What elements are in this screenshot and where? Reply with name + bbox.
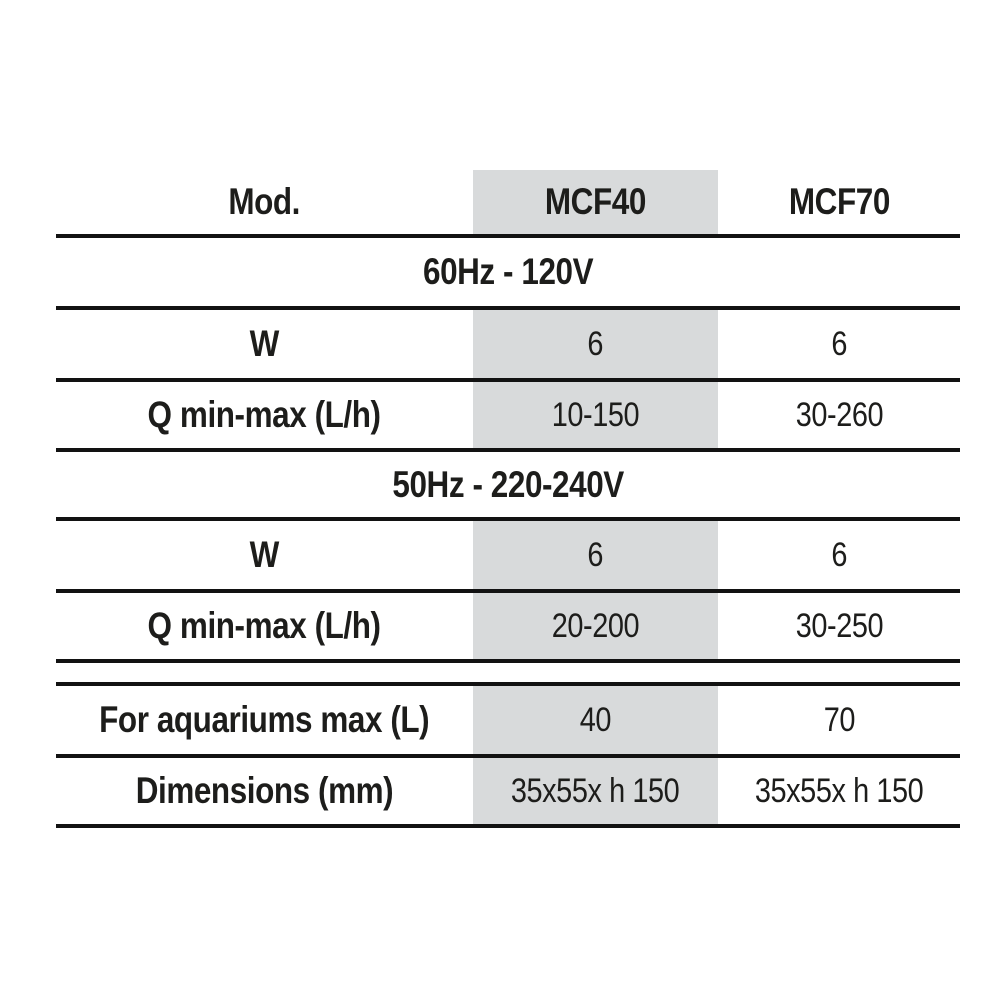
cell-w-50hz-mcf40 — [473, 521, 718, 589]
spec-table — [56, 170, 960, 828]
section-50hz-cell — [56, 452, 960, 517]
value-dimensions-mcf40: 35x55x h 150 — [511, 771, 680, 810]
row-label-w: W — [249, 534, 280, 575]
section-50hz-title: 50Hz - 220-240V — [392, 463, 624, 505]
row-label-qminmax: Q min-max (L/h) — [147, 394, 382, 435]
cell-w-60hz-mcf40 — [473, 310, 718, 378]
row-label-cell — [56, 521, 473, 589]
header-mcf70-label: MCF70 — [788, 181, 890, 222]
table-row-w-60hz — [56, 310, 960, 382]
cell-aquariums-mcf40 — [473, 686, 718, 754]
row-label-cell — [56, 686, 473, 754]
value-w-50hz-mcf70: 6 — [831, 535, 847, 574]
cell-q-60hz-mcf40 — [473, 382, 718, 448]
cell-w-60hz-mcf70 — [718, 310, 960, 378]
value-q-60hz-mcf70: 30-260 — [795, 395, 883, 434]
section-60hz-cell — [56, 238, 960, 306]
section-row-60hz — [56, 238, 960, 310]
header-mcf40-cell — [473, 170, 718, 234]
value-w-50hz-mcf40: 6 — [587, 535, 604, 574]
table-row-dimensions — [56, 758, 960, 828]
value-aquariums-mcf40: 40 — [579, 700, 612, 739]
cell-dimensions-mcf70 — [718, 758, 960, 824]
value-q-50hz-mcf40: 20-200 — [551, 606, 640, 645]
table-row-q-50hz — [56, 593, 960, 663]
table-row-q-60hz — [56, 382, 960, 452]
table-row-aquariums — [56, 686, 960, 758]
value-w-60hz-mcf70: 6 — [831, 324, 847, 363]
double-rule-spacer — [56, 663, 960, 686]
row-label-dimensions: Dimensions (mm) — [135, 770, 394, 811]
table-header-row — [56, 170, 960, 238]
row-label-aquariums: For aquariums max (L) — [99, 699, 430, 740]
value-q-60hz-mcf40: 10-150 — [551, 395, 640, 434]
row-label-qminmax: Q min-max (L/h) — [147, 605, 382, 646]
header-model-label: Mod. — [228, 181, 301, 222]
header-mcf70-cell — [718, 170, 960, 234]
section-60hz-title: 60Hz - 120V — [422, 251, 594, 292]
value-w-60hz-mcf40: 6 — [587, 324, 604, 363]
value-q-50hz-mcf70: 30-250 — [795, 606, 883, 645]
row-label-cell — [56, 382, 473, 448]
cell-aquariums-mcf70 — [718, 686, 960, 754]
header-model-cell — [56, 170, 473, 234]
row-label-w: W — [249, 323, 280, 364]
section-row-50hz — [56, 452, 960, 521]
cell-q-50hz-mcf70 — [718, 593, 960, 659]
header-mcf40-label: MCF40 — [545, 181, 646, 222]
row-label-cell — [56, 758, 473, 824]
cell-q-60hz-mcf70 — [718, 382, 960, 448]
cell-q-50hz-mcf40 — [473, 593, 718, 659]
value-aquariums-mcf70: 70 — [823, 700, 855, 739]
row-label-cell — [56, 593, 473, 659]
row-label-cell — [56, 310, 473, 378]
cell-w-50hz-mcf70 — [718, 521, 960, 589]
cell-dimensions-mcf40 — [473, 758, 718, 824]
table-row-w-50hz — [56, 521, 960, 593]
value-dimensions-mcf70: 35x55x h 150 — [754, 771, 924, 810]
